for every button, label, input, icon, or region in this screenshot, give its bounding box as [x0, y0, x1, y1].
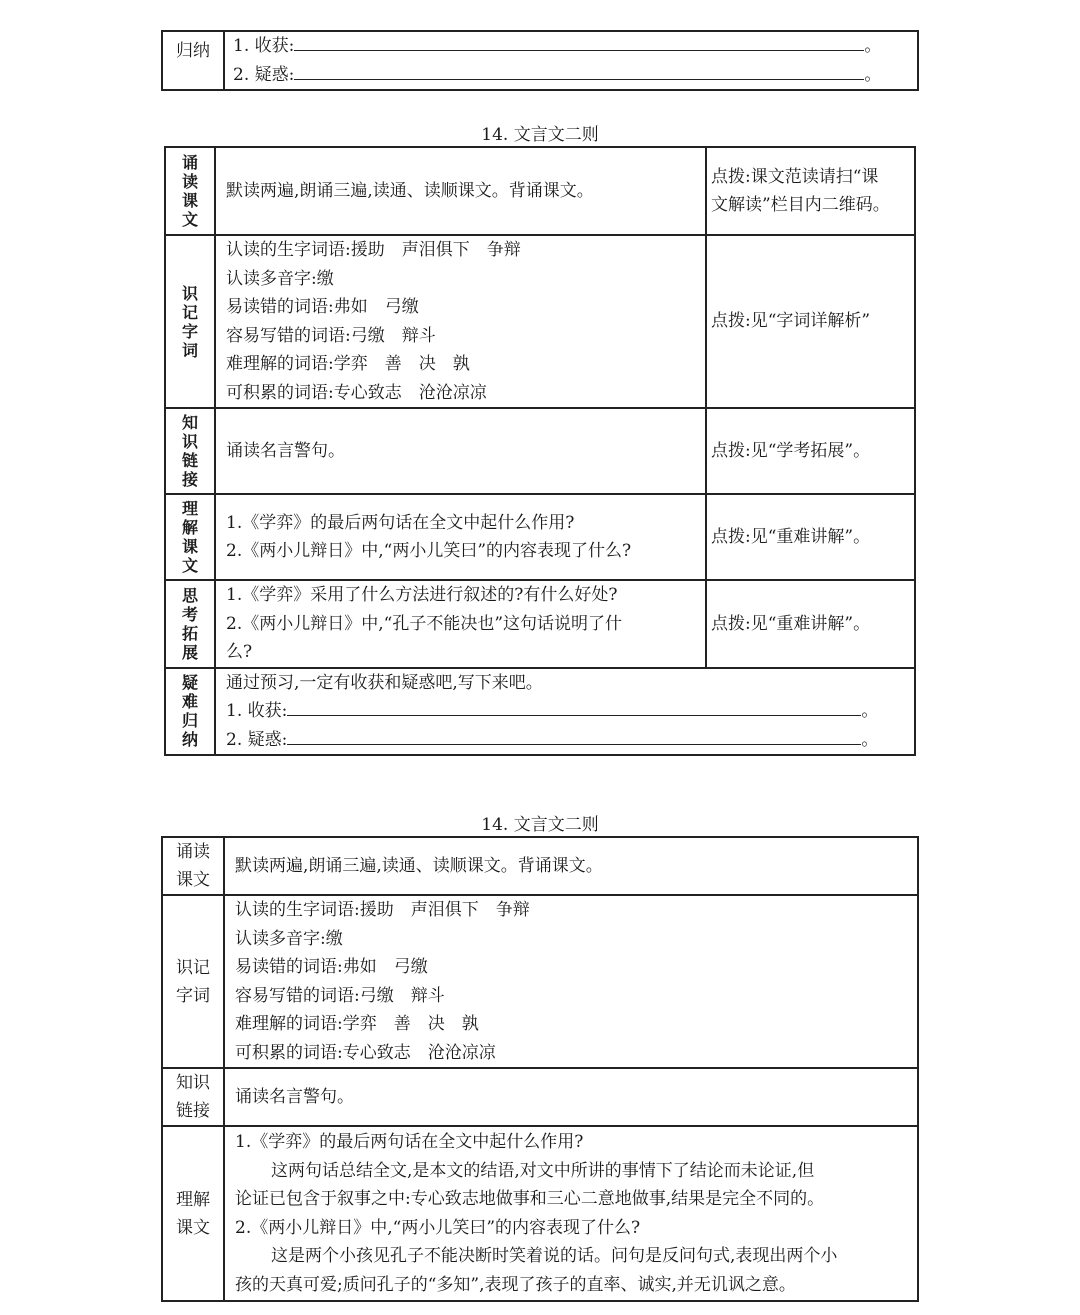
row-label: 知识链接 [165, 408, 215, 494]
table-row: 理解课文 1.《学弈》的最后两句话在全文中起什么作用? 2.《两小儿辩日》中,“两小儿笑曰”的内容表现了什么? 点拨:见“重难讲解”。 [165, 494, 915, 580]
table-row: 知识链接 诵读名言警句。 点拨:见“学考拓展”。 [165, 408, 915, 494]
table-row: 思考拓展 1.《学弈》采用了什么方法进行叙述的?有什么好处? 2.《两小儿辩日》中,“孔子不能决也”这句话说明了什 么? 点拨:见“重难讲解”。 [165, 580, 915, 668]
table-row: 疑难归纳 通过预习,一定有收获和疑惑吧,写下来吧。 1. 收获: 。 2. 疑惑: 。 [165, 668, 915, 756]
hint-cell: 点拨:见“学考拓展”。 [706, 408, 915, 494]
gain-line: 1. 收获: 。 [226, 697, 906, 726]
doubt-blank[interactable] [294, 61, 864, 80]
table-row: 识记 字词 认读的生字词语:援助 声泪俱下 争辩 认读多音字:缴 易读错的词语:弗如 弓缴 容易写错的词语:弓缴 辩斗 难理解的词语:学弈 善 决 孰 可积累的词语:专心致志 沧沧凉凉 [162, 895, 918, 1068]
row-label: 知识 链接 [162, 1068, 224, 1126]
gain-blank[interactable] [287, 697, 861, 716]
row-label: 识记字词 [165, 235, 215, 408]
row-label: 诵读课文 [165, 147, 215, 235]
section1-table [164, 146, 916, 756]
hint-cell: 点拨:见“字词详解析” [706, 235, 915, 408]
doubt-line: 2. 疑惑: 。 [233, 61, 909, 90]
table-row: 诵读课文 默读两遍,朗诵三遍,读通、读顺课文。背诵课文。 点拨:课文范读请扫“课 文解读”栏目内二维码。 [165, 147, 915, 235]
hint-cell: 点拨:课文范读请扫“课 文解读”栏目内二维码。 [706, 147, 915, 235]
table-row: 识记字词 认读的生字词语:援助 声泪俱下 争辩 认读多音字:缴 易读错的词语:弗如 弓缴 容易写错的词语:弓缴 辩斗 难理解的词语:学弈 善 决 孰 可积累的词语:专心致志 沧沧凉凉 点拨:见“字词详解析” [165, 235, 915, 408]
row-label: 识记 字词 [162, 895, 224, 1068]
table-row: 知识 链接 诵读名言警句。 [162, 1068, 918, 1126]
hint-cell: 点拨:见“重难讲解”。 [706, 494, 915, 580]
row-label: 归纳 [162, 31, 224, 90]
table-row: 诵读 课文 默读两遍,朗诵三遍,读通、读顺课文。背诵课文。 [162, 837, 918, 895]
gain-blank[interactable] [294, 32, 864, 51]
section2-table [161, 836, 919, 1302]
section2-title: 14. 文言文二则 [481, 815, 599, 835]
row-label: 疑难归纳 [165, 668, 215, 756]
doubt-blank[interactable] [287, 726, 861, 745]
row-label: 诵读 课文 [162, 837, 224, 895]
gain-line: 1. 收获: 。 [233, 32, 909, 61]
section1-title: 14. 文言文二则 [481, 125, 599, 145]
row-label: 理解 课文 [162, 1126, 224, 1301]
row-label: 理解课文 [165, 494, 215, 580]
hint-cell: 点拨:见“重难讲解”。 [706, 580, 915, 668]
doubt-line: 2. 疑惑: 。 [226, 726, 906, 755]
top-fragment-table [161, 30, 919, 91]
table-row: 理解 课文 1.《学弈》的最后两句话在全文中起什么作用? 这两句话总结全文,是本文的结语,对文中所讲的事情下了结论而未论证,但 论证已包含于叙事之中:专心致志地做事和三心二意地做事,结果是完全不同的。 2.《两小儿辩日》中,“两小儿笑曰”的内容表现了什么? 这是两个小孩见孔子不能决断时笑着说的话。问句是反问句式,表现出两个小 孩的天真可爱;质问孔子的“多知”,表现了孩子的直率、诚实,并无讥讽之意。 [162, 1126, 918, 1301]
row-label: 思考拓展 [165, 580, 215, 668]
